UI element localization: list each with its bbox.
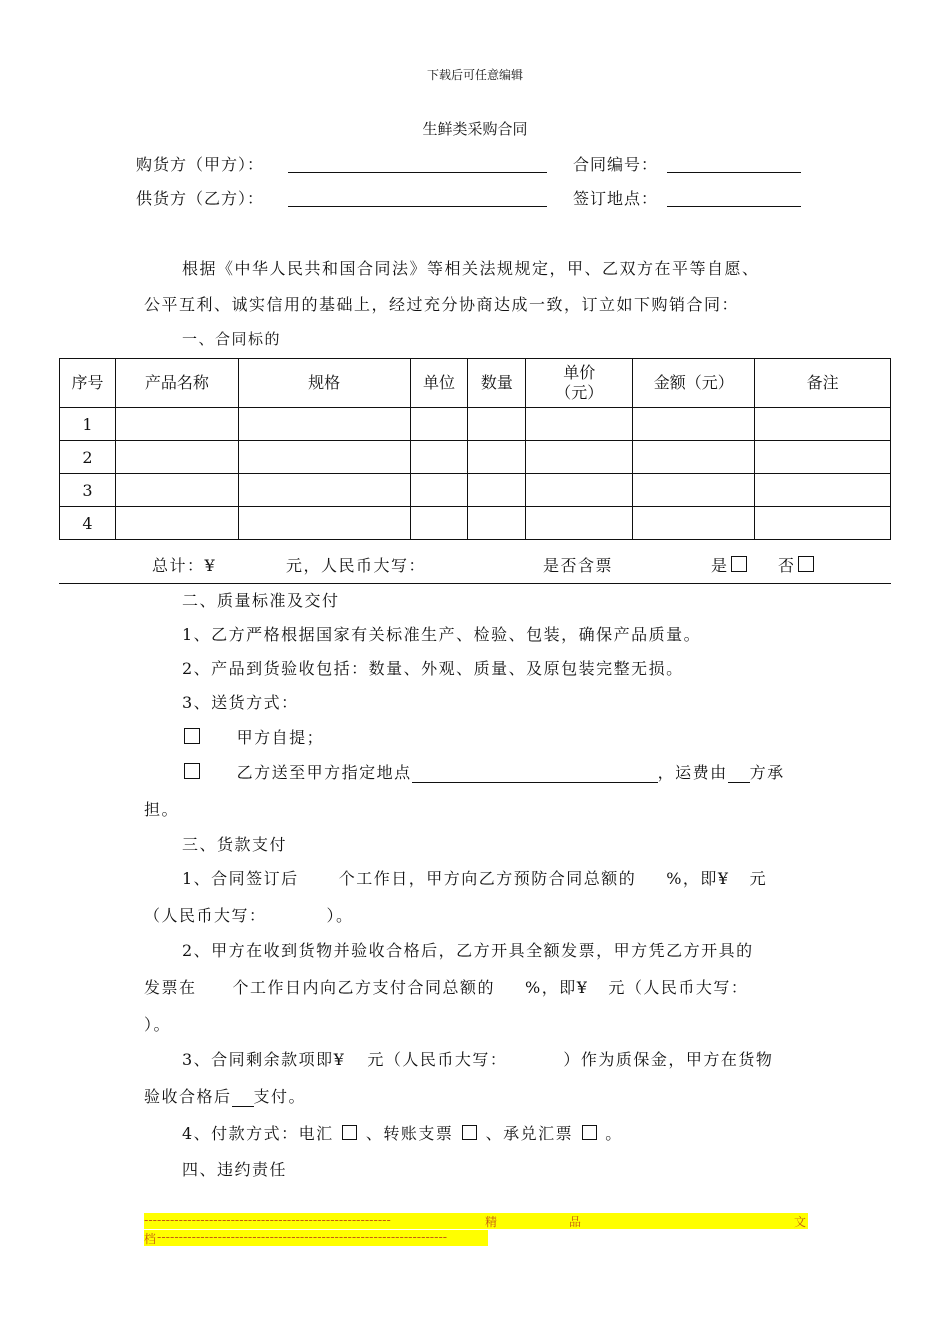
clause-1-end: ）。 [326, 906, 354, 925]
payment-clause-1-line-2 [144, 903, 354, 926]
col-header-spec: 规格 [238, 359, 410, 408]
invoice-no-option[interactable] [778, 553, 816, 576]
row-index: 3 [60, 474, 116, 507]
payment-clause-2-line-1: 2、甲方在收到货物并验收合格后，乙方开具全额发票，甲方凭乙方开具的 [182, 941, 754, 960]
contract-no-label: 合同编号： [573, 155, 659, 174]
clause-3-part-c: ）作为质保金，甲方在货物 [563, 1050, 774, 1069]
cell-unit[interactable] [410, 408, 468, 441]
total-rmb-label: 元，人民币大写： [286, 556, 427, 575]
clause-3-line-2-b: 支付。 [253, 1087, 307, 1106]
col-header-remarks: 备注 [755, 359, 891, 408]
payment-clause-1 [182, 866, 767, 889]
header-note: 下载后可任意编辑 [426, 68, 523, 82]
unit-price-line-2: （元） [555, 383, 604, 402]
table-row [60, 507, 891, 540]
col-header-amount: 金额（元） [633, 359, 755, 408]
unit-price-line-1: 单价 [563, 363, 596, 382]
row-index: 2 [60, 441, 116, 474]
section-4-title: 四、违约责任 [182, 1160, 288, 1179]
cell-product-name[interactable] [115, 474, 238, 507]
payment-method-label: 4、付款方式：电汇 [182, 1124, 334, 1143]
clause-1-part-c: %，即¥ [666, 869, 730, 888]
payment-clause-2-line-2 [144, 975, 748, 998]
clause-2-part-c: %，即¥ [525, 978, 589, 997]
invoice-yes-label: 是 [711, 556, 729, 575]
sign-place-field-line[interactable] [667, 206, 801, 207]
payment-clause-2-line-3: ）。 [144, 1015, 172, 1034]
checkbox-icon[interactable] [184, 763, 200, 779]
buyer-field-line[interactable] [288, 172, 547, 173]
cell-quantity[interactable] [468, 507, 526, 540]
clause-2-part-a: 发票在 [144, 978, 197, 997]
footer-char-pin: 品 [569, 1215, 582, 1229]
table-header-row [60, 359, 891, 408]
divider [59, 583, 891, 584]
cell-unit-price[interactable] [526, 507, 633, 540]
payment-methods [182, 1121, 623, 1144]
col-header-quantity: 数量 [468, 359, 526, 408]
supplier-delivers-label: 乙方送至甲方指定地点 [236, 763, 412, 782]
payment-methods-end: 。 [605, 1124, 623, 1143]
page-title: 生鲜类采购合同 [422, 120, 528, 138]
timing-blank[interactable] [232, 1087, 254, 1107]
footer-banner-line-2 [144, 1230, 488, 1246]
section-2-item-3: 3、送货方式： [182, 693, 299, 712]
freight-bear-label: 方承 [749, 763, 785, 782]
checkbox-icon[interactable] [731, 556, 747, 572]
col-header-index: 序号 [60, 359, 116, 408]
sign-place-label: 签订地点： [573, 189, 659, 208]
table-row [60, 441, 891, 474]
col-header-unit-price [526, 359, 633, 408]
checkbox-icon[interactable] [582, 1125, 597, 1140]
cell-quantity[interactable] [468, 474, 526, 507]
supplier-field-line[interactable] [288, 206, 547, 207]
cell-spec[interactable] [238, 441, 410, 474]
delivery-option-supplier-delivers[interactable] [182, 760, 785, 783]
cell-unit[interactable] [410, 507, 468, 540]
section-2-title: 二、质量标准及交付 [182, 591, 340, 610]
footer-char-jing: 精 [485, 1215, 498, 1229]
checkbox-icon[interactable] [342, 1125, 357, 1140]
freight-label: ，运费由 [657, 763, 728, 782]
cell-unit-price[interactable] [526, 474, 633, 507]
cell-amount[interactable] [633, 474, 755, 507]
self-pickup-label: 甲方自提； [236, 728, 325, 747]
clause-3-line-2-a: 验收合格后 [144, 1087, 232, 1106]
transfer-check-label: 、转账支票 [365, 1124, 454, 1143]
cell-spec[interactable] [238, 474, 410, 507]
col-header-product-name: 产品名称 [115, 359, 238, 408]
delivery-option-self-pickup[interactable] [182, 725, 324, 748]
contract-no-field-line[interactable] [667, 172, 801, 173]
section-2-item-2: 2、产品到货验收包括：数量、外观、质量、及原包装完整无损。 [182, 659, 684, 678]
buyer-label: 购货方（甲方）： [136, 155, 265, 174]
clause-3-part-b: 元（人民币大写： [367, 1050, 508, 1069]
footer-dashes: --------------------------------------------------------- [144, 1213, 391, 1227]
footer-char-wen: 文 [794, 1215, 807, 1229]
footer-dashes-2: ------------------------------------------------------------------- [157, 1230, 448, 1244]
intro-line-2: 公平互利、诚实信用的基础上，经过充分协商达成一致，订立如下购销合同： [144, 295, 740, 314]
row-index: 1 [60, 408, 116, 441]
clause-1-part-d: 元 [749, 869, 768, 888]
clause-1-rmb-label: （人民币大写： [144, 906, 267, 925]
cell-amount[interactable] [633, 507, 755, 540]
section-1-title: 一、合同标的 [182, 330, 282, 348]
cell-quantity[interactable] [468, 408, 526, 441]
cell-quantity[interactable] [468, 441, 526, 474]
cell-remarks[interactable] [755, 507, 891, 540]
cell-spec[interactable] [238, 507, 410, 540]
delivery-address-blank[interactable] [412, 763, 658, 783]
checkbox-icon[interactable] [184, 728, 200, 744]
cell-remarks[interactable] [755, 408, 891, 441]
clause-1-part-b: 个工作日，甲方向乙方预防合同总额的 [338, 869, 637, 888]
cell-unit-price[interactable] [526, 441, 633, 474]
section-3-title: 三、货款支付 [182, 835, 288, 854]
clause-3-part-a: 3、合同剩余款项即¥ [182, 1050, 346, 1069]
checkbox-icon[interactable] [798, 556, 814, 572]
intro-line-1: 根据《中华人民共和国合同法》等相关法规规定，甲、乙双方在平等自愿、 [182, 259, 760, 278]
cell-unit-price[interactable] [526, 408, 633, 441]
cell-amount[interactable] [633, 408, 755, 441]
clause-2-part-d: 元（人民币大写： [608, 978, 749, 997]
invoice-question: 是否含票 [543, 556, 614, 575]
footer-banner [144, 1213, 808, 1229]
cell-unit[interactable] [410, 441, 468, 474]
table-row [60, 408, 891, 441]
cell-unit[interactable] [410, 474, 468, 507]
cell-product-name[interactable] [115, 507, 238, 540]
cell-product-name[interactable] [115, 408, 238, 441]
cell-remarks[interactable] [755, 474, 891, 507]
footer-char-dang: 档 [144, 1232, 157, 1246]
clause-1-part-a: 1、合同签订后 [182, 869, 299, 888]
supplier-label: 供货方（乙方）： [136, 189, 265, 208]
cell-product-name[interactable] [115, 441, 238, 474]
acceptance-bill-label: 、承兑汇票 [485, 1124, 574, 1143]
invoice-no-label: 否 [778, 556, 796, 575]
table-row [60, 474, 891, 507]
section-2-item-1: 1、乙方严格根据国家有关标准生产、检验、包装，确保产品质量。 [182, 625, 702, 644]
items-table [59, 358, 891, 540]
invoice-yes-option[interactable] [711, 553, 749, 576]
checkbox-icon[interactable] [462, 1125, 477, 1140]
delivery-option-end: 担。 [144, 800, 180, 819]
clause-2-part-b: 个工作日内向乙方支付合同总额的 [232, 978, 496, 997]
cell-remarks[interactable] [755, 441, 891, 474]
payment-clause-3 [182, 1047, 773, 1070]
total-label: 总计：¥ [152, 556, 217, 575]
col-header-unit: 单位 [410, 359, 468, 408]
freight-party-blank[interactable] [728, 763, 750, 783]
cell-spec[interactable] [238, 408, 410, 441]
cell-amount[interactable] [633, 441, 755, 474]
payment-clause-3-line-2 [144, 1084, 306, 1107]
row-index: 4 [60, 507, 116, 540]
